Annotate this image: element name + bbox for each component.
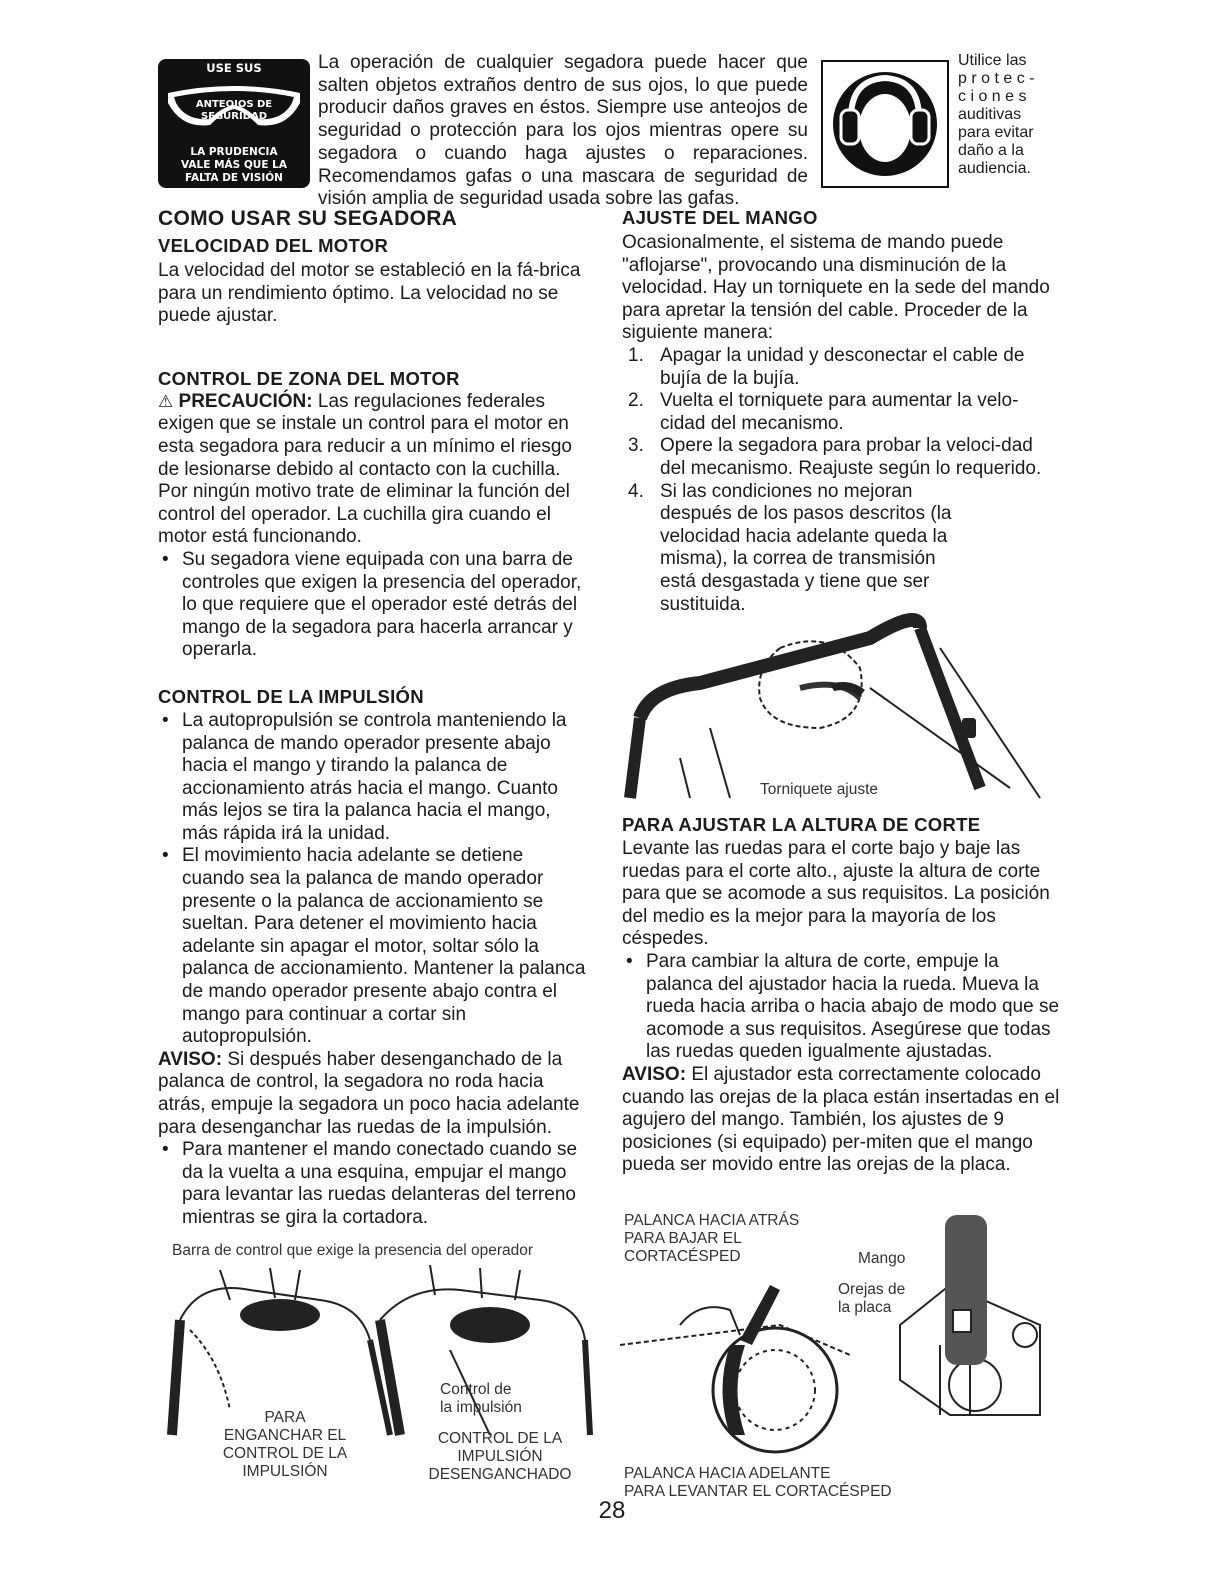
- step-text: Si las condiciones no mejoran después de los pasos descritos (la velocidad hacia adelante queda la misma), la correa de transmisión está desgastada y tiene que ser sustituida.: [660, 480, 952, 615]
- disengage-drive-caption: [410, 1430, 590, 1484]
- engage-line-1: PARA: [264, 1409, 306, 1426]
- hearing-line-3: c i o n e s: [958, 88, 1027, 105]
- zone-control-bullet: • Su segadora viene equipada con una barra de controles que exigen la presencia del operador, lo que requiere que el operador esté detrás del mango de la segadora para hacerla arrancar y operarla.: [158, 549, 590, 662]
- section-title: COMO USAR SU SEGADORA: [158, 207, 458, 230]
- step-item: [622, 345, 1062, 390]
- handle-tension-illustration: [620, 588, 1060, 803]
- cut-height-heading: PARA AJUSTAR LA ALTURA DE CORTE: [622, 814, 981, 835]
- step-text: Opere la segadora para probar la veloci-dad del mecanismo. Reajuste según lo requerido.: [660, 435, 1042, 479]
- drive-notice: [158, 1049, 590, 1139]
- step-text: Vuelta el torniquete para aumentar la velo-cidad del mecanismo.: [660, 390, 1019, 434]
- cut-notice-text: El ajustador esta correctamente colocado cuando las orejas de la placa están insertadas en el agujero del mango. También, los ajustes de 9 posiciones (si equipado) per-miten que el mango pueda ser movido entre las orejas de la placa.: [622, 1063, 1060, 1176]
- handle-adjust-heading: AJUSTE DEL MANGO: [622, 207, 818, 228]
- operator-bar-caption: Barra de control que exige la presencia del operador: [172, 1242, 534, 1259]
- drive-label-line-1: Control de: [440, 1381, 512, 1398]
- cut-height-text: Levante las ruedas para el corte bajo y baje las ruedas para el corte alto., ajuste la altura de corte para que se acomode a sus requisitos. La posición del medio es la mejor para la mayoría de los céspedes.: [622, 838, 1050, 950]
- cut-notice-label: AVISO:: [622, 1063, 687, 1085]
- engine-speed-text: La velocidad del motor se estableció en la fá-brica para un rendimiento óptimo. La velocidad no se puede ajustar.: [158, 260, 581, 327]
- cut-height-section: [622, 814, 1062, 1177]
- hearing-line-4: auditivas: [958, 106, 1022, 123]
- right-column: [622, 207, 1062, 616]
- caution-text: Las regulaciones federales exigen que se instale un control para el motor en esta segadora para reducir a un mínimo el riesgo de lesionarse debido al contacto con la cuchilla. Por ningún motivo trate de eliminar la función del control del operador. La cuchilla gira cuando el motor está funcionando.: [158, 390, 573, 548]
- step-number: 1.: [628, 344, 644, 366]
- engage-line-4: IMPULSIÓN: [242, 1463, 328, 1480]
- badge-line-5: VALE MÁS QUE LA: [181, 159, 287, 171]
- badge-line-2: ANTEOJOS DE: [195, 99, 273, 110]
- disengage-line-3: DESENGANCHADO: [428, 1466, 572, 1483]
- zone-control-heading: CONTROL DE ZONA DEL MOTOR: [158, 367, 460, 389]
- lever-forward-caption: [624, 1465, 954, 1501]
- engage-line-3: CONTROL DE LA: [222, 1445, 348, 1462]
- hearing-line-7: audiencia.: [958, 160, 1031, 177]
- step-number: 2.: [628, 390, 644, 412]
- drive-notice-text: Si después haber desenganchado de la palanca de control, la segadora no roda hacia atrás, empuje la segadora un poco hacia adelante para desenganchar las ruedas de la impulsión.: [158, 1048, 580, 1138]
- zone-caution-paragraph: [158, 391, 590, 549]
- engine-speed-heading: VELOCIDAD DEL MOTOR: [158, 235, 389, 256]
- forward-line-1: PALANCA HACIA ADELANTE: [624, 1465, 831, 1482]
- warning-triangle-icon: ⚠: [158, 391, 174, 411]
- step-text: Apagar la unidad y desconectar el cable de bujía de la bujía.: [660, 344, 1025, 389]
- eye-protection-warning: La operación de cualquier segadora puede hacer que salten objetos extraños dentro de sus ojos, lo que puede producir daños graves en éstos. Siempre use anteojos de seguridad o protección para los ojos mientras opere su segadora o cuando haga ajustes o reparaciones. Recomendamos gafas o una mascara de seguridad de visión amplia de seguridad usada sobre las gafas.: [318, 52, 808, 210]
- step-number: 4.: [628, 480, 644, 502]
- hearing-line-2: p r o t e c -: [958, 70, 1035, 87]
- hearing-protection-warning: [958, 52, 1062, 178]
- back-line-2: PARA BAJAR EL: [624, 1230, 742, 1247]
- engage-line-2: ENGANCHAR EL: [223, 1427, 347, 1444]
- tension-adjuster-label: Torniquete ajuste: [760, 781, 879, 798]
- back-line-3: CORTACÉSPED: [624, 1248, 741, 1265]
- badge-line-4: LA PRUDENCIA: [190, 146, 278, 158]
- caution-label: PRECAUCIÓN:: [178, 390, 313, 412]
- drive-control-label: [440, 1381, 560, 1417]
- forward-line-2: PARA LEVANTAR EL CORTACÉSPED: [624, 1483, 892, 1500]
- left-column: [158, 207, 590, 1230]
- handle-label: Mango: [858, 1250, 906, 1267]
- hearing-line-5: para evitar: [958, 124, 1034, 141]
- ear-protection-icon: [823, 62, 947, 186]
- disengage-line-2: IMPULSIÓN: [457, 1448, 543, 1465]
- hearing-line-6: daño a la: [958, 142, 1024, 159]
- drive-bullet-3: • Para mantener el mando conectado cuando se da la vuelta a una esquina, empujar el mango para levantar las ruedas delanteras del terreno mientras se gira la cortadora.: [158, 1139, 590, 1229]
- step-item: [622, 435, 1062, 480]
- height-adjuster-illustration: [620, 1205, 1060, 1460]
- drive-label-line-2: la impulsión: [440, 1399, 522, 1416]
- disengage-line-1: CONTROL DE LA: [437, 1430, 563, 1447]
- handle-adjust-text: Ocasionalmente, el sistema de mando puede "aflojarse", provocando una disminución de la velocidad. Hay un torniquete en la sede del mando para apretar la tensión del cable. Proceder de la siguiente manera:: [622, 232, 1050, 344]
- badge-line-1: USE SUS: [206, 61, 262, 75]
- drive-control-heading: CONTROL DE LA IMPULSIÓN: [158, 685, 424, 707]
- badge-line-6: FALTA DE VISIÓN: [185, 172, 283, 184]
- drive-bullet-2: • El movimiento hacia adelante se detiene cuando sea la palanca de mando operador presente o la palanca de accionamiento se sueltan. Para detener el movimiento hacia adelante sin apagar el motor, soltar sólo la palanca de accionamiento. Mantener la palanca de mando operador presente abajo contra el mango para continuar a cortar sin autopropulsión.: [158, 845, 590, 1048]
- step-item: [622, 390, 1062, 435]
- cut-height-notice: [622, 1064, 1062, 1177]
- step-number: 3.: [628, 435, 644, 457]
- badge-line-3: SEGURIDAD: [200, 110, 268, 122]
- engage-drive-caption: [190, 1409, 380, 1481]
- page-number: 28: [598, 1497, 626, 1524]
- ears-line-2: la placa: [838, 1299, 892, 1316]
- safety-glasses-badge: [158, 59, 310, 188]
- drive-notice-label: AVISO:: [158, 1048, 223, 1070]
- hearing-protection-box: [821, 60, 949, 188]
- ears-line-1: Orejas de: [838, 1281, 906, 1298]
- back-line-1: PALANCA HACIA ATRÁS: [624, 1212, 800, 1229]
- cut-height-bullet: • Para cambiar la altura de corte, empuje la palanca del ajustador hacia la rueda. Mueva la rueda hacia arriba o hacia abajo de modo que se acomode a sus requisitos. Asegúrese que todas las ruedas queden igualmente ajustadas.: [622, 951, 1062, 1064]
- hearing-line-1: Utilice las: [958, 52, 1027, 69]
- drive-bullet-1: • La autopropulsión se controla manteniendo la palanca de mando operador presente abajo hacia el mango y tirando la palanca de accionamiento atrás hacia el mango. Cuanto más lejos se tira la palanca hacia el mango, más rápida irá la unidad.: [158, 710, 590, 846]
